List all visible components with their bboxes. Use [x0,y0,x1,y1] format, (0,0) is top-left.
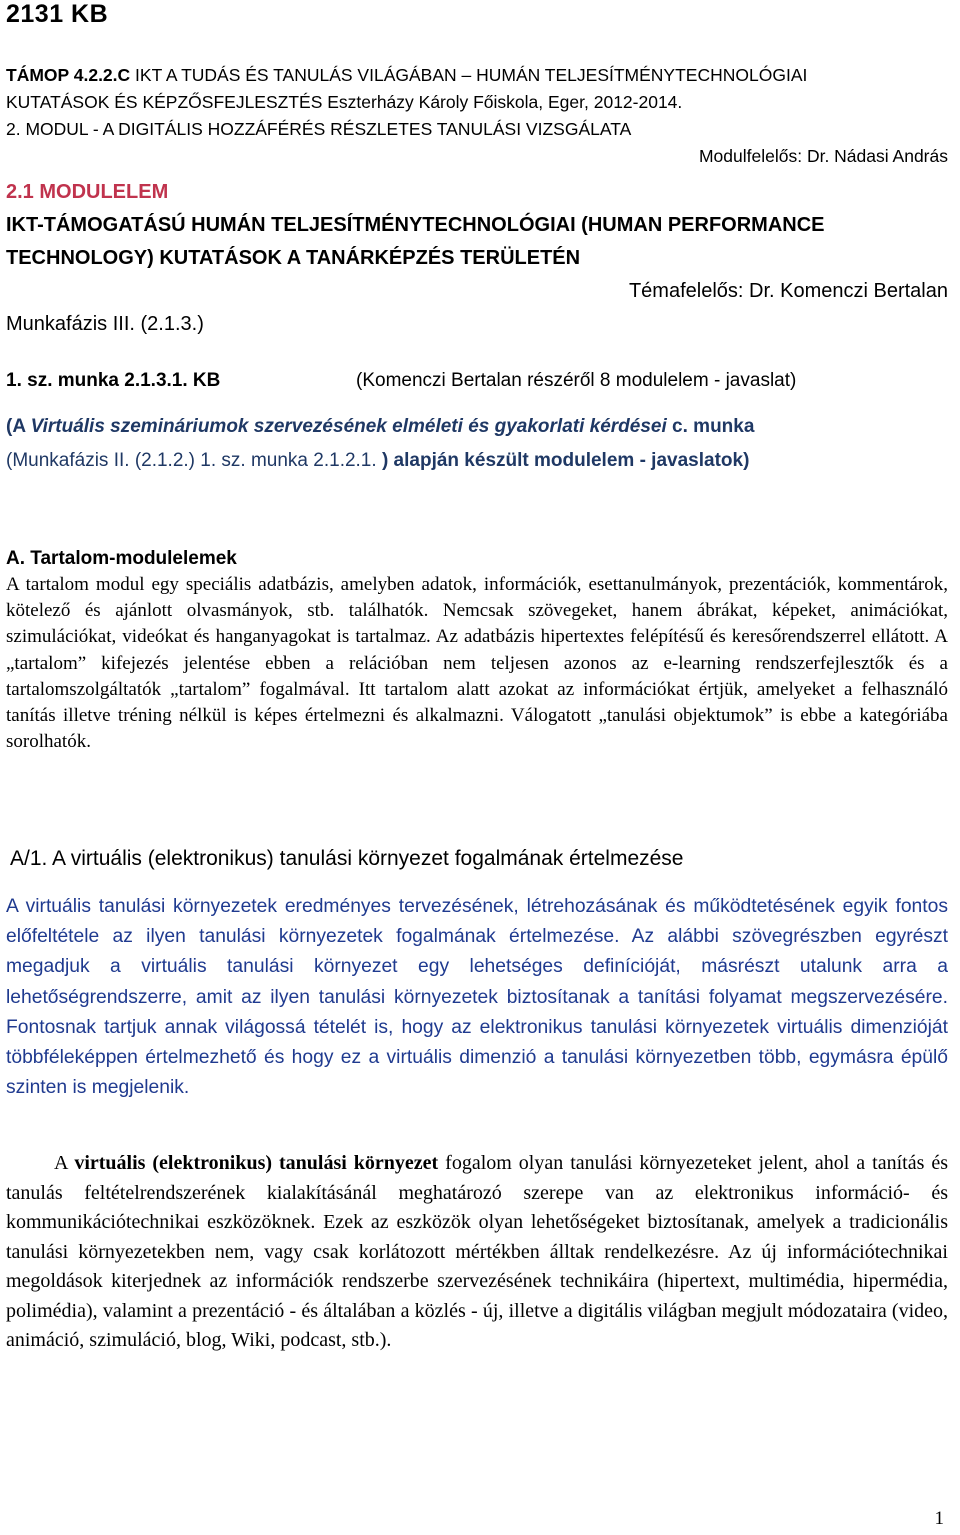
work-phase: Munkafázis III. (2.1.3.) [6,313,204,335]
para2-lead: A [54,1152,75,1174]
work-id: 1. sz. munka 2.1.3.1. KB [6,370,221,391]
page-number: 1 [934,1508,944,1529]
modulelem-title: IKT-TÁMOGATÁSÚ HUMÁN TELJESÍTMÉNYTECHNOLÓGIAI (HUMAN PERFORMANCE TECHNOLOGY) KUTATÁSOK A TANÁRKÉPZÉS TERÜLETÉN [6,214,825,269]
project-code: TÁMOP 4.2.2.C [6,65,131,85]
project-title: IKT A TUDÁS ÉS TANULÁS VILÁGÁBAN – HUMÁN TELJESÍTMÉNYTECHNOLÓGIAI [130,65,808,85]
header-line-2: KUTATÁSOK ÉS KÉPZŐSFEJLESZTÉS Eszterházy Károly Főiskola, Eger, 2012-2014. [6,92,683,112]
basis-reference-end: ) alapján készült modulelem - javaslatok) [376,450,750,471]
topic-lead: Témafelelős: Dr. Komenczi Bertalan [628,280,948,302]
section-a1-heading: A/1. A virtuális (elektronikus) tanulási környezet fogalmának értelmezése [10,847,684,870]
basis-title: Virtuális szemináriumok szervezésének elméleti és gyakorlati kérdései [30,416,667,437]
modulelem-label: 2.1 MODULELEM [6,181,169,203]
section-a-heading [6,548,948,570]
work-basis-line-2 [6,444,948,478]
document-code: 2131 KB [6,0,109,28]
para2-term: virtuális (elektronikus) tanulási környezet [74,1152,439,1174]
module-lead: Modulfelelős: Dr. Nádasi András [698,146,948,166]
section-a [6,548,948,755]
section-a-text: A tartalom modul egy speciális adatbázis, amelyben adatok, információk, esettanulmányok, prezentációk, kommentárok, kötelező és ajánlott olvasmányok, stb. találhatók. Nemcsak szövegeket, hanem ábrákat, képeket, animációkat, szimulációkat, videókat és hanganyagokat is tartalmaz. Az adatbázis hipertextes felépítésű és keresőrendszerrel ellátott. A „tartalom” kifejezés jelentése ebben a relációban nem teljesen azonos az e-learning rendszerfejlesztők és a tartalomszolgáltatók „tartalom” fogalmával. Itt tartalom alatt azokat az információkat értjük, amelyeket a felhasználó tanítás illetve tréning nélkül is képes értelmezni és alkalmazni. Válogatott „tanulási objektumok” is ebbe a kategóriába sorolhatók. [6,574,948,753]
work-row [6,364,948,398]
basis-c: c. munka [666,416,755,437]
section-a1-paragraph-2 [6,1149,948,1356]
basis-reference: (Munkafázis II. (2.1.2.) 1. sz. munka 2.1.2.1. [6,450,377,471]
modulelem-block [6,176,948,341]
header-line-1 [6,62,948,89]
basis-open: (A [6,416,31,437]
work-description: (Komenczi Bertalan részéről 8 modulelem - javaslat) [356,370,797,391]
section-a-title: Tartalom-modulelemek [30,548,237,569]
work-block [6,364,948,478]
work-basis [6,410,948,444]
project-header [6,62,948,170]
para2-text: fogalom olyan tanulási környezeteket jelent, ahol a tanítás és tanulás feltételrendszerének kialakításánál meghatározó szerepe van az elektronikus információ- és kommunikációtechnikai eszközöknek. Ezek az eszközök olyan lehetőségeket biztosítanak, amelyek a tradicionális tanulási környezetekben nem, vagy csak korlátozott mértékben álltak rendelkezésre. Az új információtechnikai megoldások kiterjednek az információk rendszerbe szervezésének technikáira (hipertext, multimédia, hipermédia, polimédia), valamint a prezentáció - és általában a közlés - új, illetve a digitális világban megjult módozataira (video, animáció, szimuláció, blog, Wiki, podcast, stb.). [6,1152,948,1351]
section-a1-paragraph-1: A virtuális tanulási környezetek eredményes tervezésének, létrehozásának és működtetésének egyik fontos előfeltétele az ilyen tanulási környezetek fogalmának értelmezése. Az alábbi szövegrészben egyrészt megadjuk a virtuális tanulási környezet egy lehetséges definícióját, másrészt utalunk arra a lehetőségrendszerre, amit az ilyen tanulási környezetek biztosítanak a tanítási folyamat megszervezésére. Fontosnak tartjuk annak világossá tételét is, hogy az elektronikus tanulási környezetek virtuális dimenzióját többféleképpen értelmezhető és hogy ez a virtuális dimenzió a tanulási környezetben több, egymásra épülő szinten is megjelenik. [6,896,948,1099]
section-a-prefix: A. [6,548,31,569]
header-line-3: 2. MODUL - A DIGITÁLIS HOZZÁFÉRÉS RÉSZLETES TANULÁSI VIZSGÁLATA [6,119,632,139]
